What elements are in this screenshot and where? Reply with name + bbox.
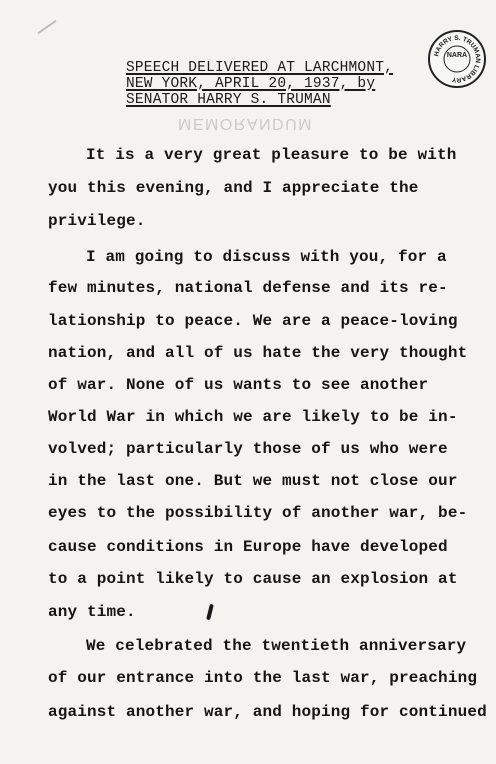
body-line: in the last one. But we must not close our (48, 472, 458, 490)
body-line: to a point likely to cause an explosion at (48, 570, 458, 588)
body-line: We celebrated the twentieth anniversary (86, 637, 467, 655)
body-line: against another war, and hoping for continued (48, 703, 487, 721)
speech-heading (126, 60, 393, 108)
pen-mark (206, 604, 214, 620)
body-line: I am going to discuss with you, for a (86, 248, 447, 266)
body-line: of our entrance into the last war, preaching (48, 669, 478, 687)
library-stamp (428, 30, 486, 88)
body-line: World War in which we are likely to be in- (48, 408, 458, 426)
body-line: lationship to peace. We are a peace-loving (48, 312, 458, 330)
heading-line: SPEECH DELIVERED AT LARCHMONT, (126, 60, 394, 76)
body-line: volved; particularly those of us who were (48, 440, 448, 458)
body-line: eyes to the possibility of another war, be- (48, 504, 468, 522)
body-line: privilege. (48, 212, 146, 230)
body-line: of war. None of us wants to see another (48, 376, 429, 394)
body-line: any time. (48, 603, 136, 621)
memorandum-watermark: MEMORANDUM (178, 115, 313, 132)
heading-line: SENATOR HARRY S. TRUMAN (126, 92, 331, 108)
fold-mark (37, 20, 56, 34)
body-line: It is a very great pleasure to be with (86, 146, 457, 164)
body-line: you this evening, and I appreciate the (48, 179, 419, 197)
body-line: few minutes, national defense and its re- (48, 279, 448, 297)
body-line: nation, and all of us hate the very thought (48, 344, 468, 362)
stamp-center-text: NARA (446, 52, 468, 59)
stamp-ring-text: HARRY S. TRUMAN LIBRARY (433, 34, 482, 84)
body-line: cause conditions in Europe have developed (48, 538, 448, 556)
heading-line: NEW YORK, APRIL 20, 1937, by (126, 76, 376, 92)
